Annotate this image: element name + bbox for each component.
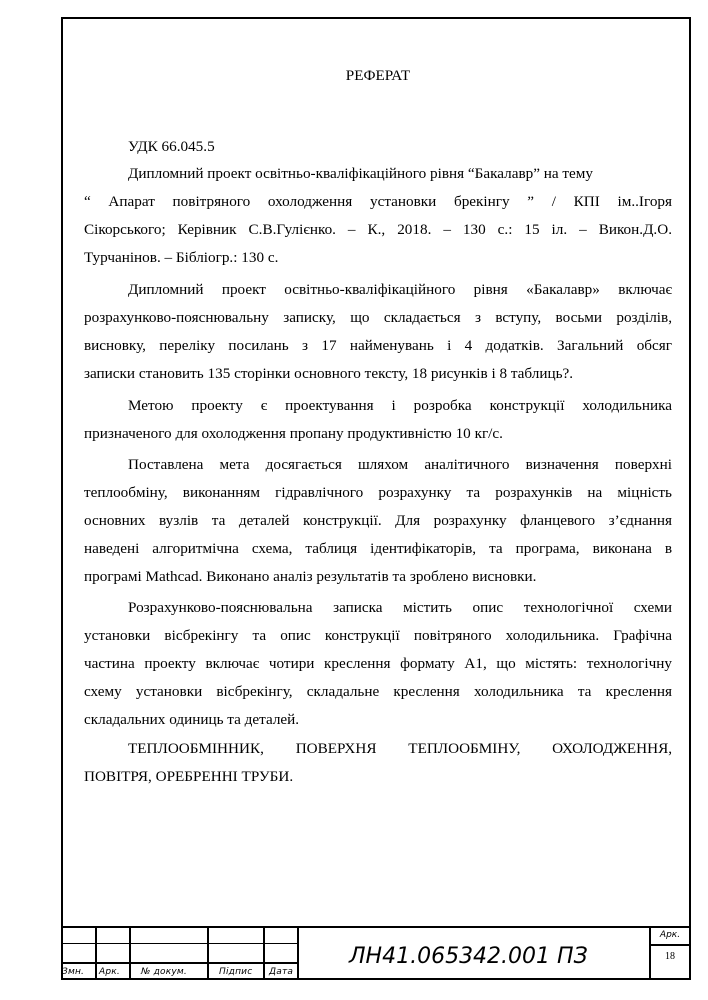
- text-line: розрахунково-пояснювальну записку, що складається з вступу, восьми розділів,: [84, 309, 672, 326]
- keywords-line: ТЕПЛООБМІННИК, ПОВЕРХНЯ ТЕПЛООБМІНУ, ОХОЛОДЖЕННЯ,: [128, 740, 672, 757]
- stamp-column-document: № докум.: [141, 967, 187, 977]
- text-line: Поставлена мета досягається шляхом аналітичного визначення поверхні: [128, 456, 672, 473]
- text-line: теплообміну, виконанням гідравлічного розрахунку та розрахунків на міцність: [84, 484, 672, 501]
- stamp-column-change: Змн.: [62, 967, 85, 977]
- stamp-line: [649, 944, 691, 946]
- text-line: схему установки вісбрекінгу, складальне креслення холодильника та креслення: [84, 683, 672, 700]
- text-line: програмі Mathcad. Виконано аналіз результатів та зроблено висновки.: [84, 568, 537, 585]
- stamp-line: [95, 926, 97, 980]
- text-line: Сікорського; Керівник С.В.Гулієнко. – К., 2018. – 130 с.: 15 іл. – Викон.Д.О.: [84, 221, 672, 238]
- stamp-line: [263, 926, 265, 980]
- text-line: Метою проекту є проектування і розробка конструкції холодильника: [128, 397, 672, 414]
- text-line: частина проекту включає чотири креслення формату А1, що містять: технологічну: [84, 655, 672, 672]
- text-line: “ Апарат повітряного охолодження установки брекінгу ” / КПІ ім..Ігоря: [84, 193, 672, 210]
- text-line: Дипломний проект освітньо-кваліфікаційного рівня “Бакалавр” на тему: [128, 165, 593, 182]
- stamp-line: [207, 926, 209, 980]
- stamp-line: [297, 926, 299, 980]
- document-number: ЛН41.065342.001 ПЗ: [349, 944, 588, 969]
- keywords-line: ПОВІТРЯ, ОРЕБРЕННІ ТРУБИ.: [84, 768, 294, 785]
- text-line: установки вісбрекінгу та опис конструкції повітряного холодильника. Графічна: [84, 627, 672, 644]
- text-line: Розрахунково-пояснювальна записка містить опис технологічної схеми: [128, 599, 672, 616]
- page-title: РЕФЕРАТ: [345, 67, 411, 84]
- text-line: Дипломний проект освітньо-кваліфікаційного рівня «Бакалавр» включає: [128, 281, 672, 298]
- text-line: наведені алгоритмічна схема, таблиця ідентифікаторів, та програма, виконана в: [84, 540, 672, 557]
- text-line: складальних одиниць та деталей.: [84, 711, 300, 728]
- text-line: Турчанінов. – Бібліогр.: 130 с.: [84, 249, 279, 266]
- text-line: записки становить 135 сторінки основного тексту, 18 рисунків і 8 таблиць?.: [84, 365, 574, 382]
- stamp-column-signature: Підпис: [219, 967, 253, 977]
- text-line: УДК 66.045.5: [128, 138, 215, 155]
- title-block: [61, 926, 691, 980]
- sheet-label: Арк.: [659, 930, 681, 940]
- stamp-line: [61, 926, 691, 928]
- stamp-column-sheet: Арк.: [99, 967, 120, 977]
- text-line: основних вузлів та деталей конструкції. Для розрахунку фланцевого з’єднання: [84, 512, 672, 529]
- text-line: висновку, переліку посилань з 17 найменувань і 4 додатків. Загальний обсяг: [84, 337, 672, 354]
- text-line: призначеного для охолодження пропану продуктивністю 10 кг/с.: [84, 425, 503, 442]
- stamp-column-date: Дата: [269, 967, 294, 977]
- stamp-line: [129, 926, 131, 980]
- sheet-number: 18: [665, 951, 675, 962]
